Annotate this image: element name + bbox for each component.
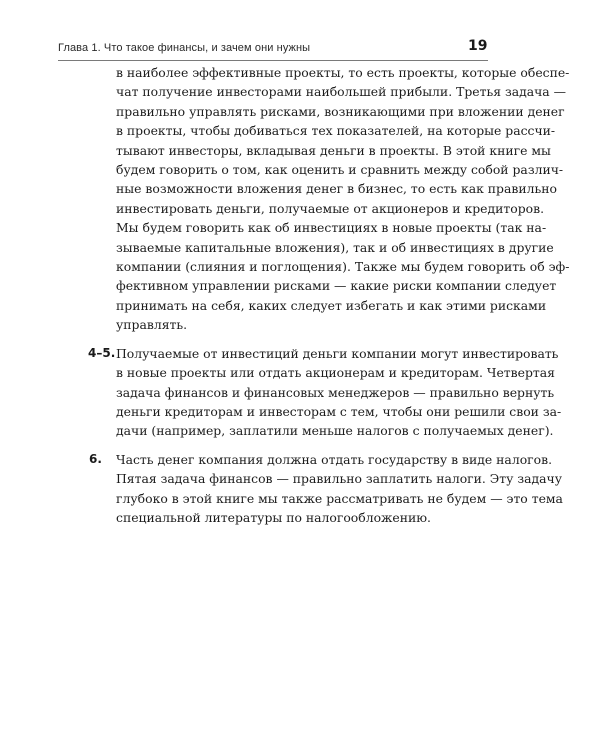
chapter-title: Глава 1. Что такое финансы, и зачем они нужны <box>58 42 311 54</box>
body-text <box>88 63 570 527</box>
item-number: 6. <box>89 451 102 466</box>
text-line: тывают инвесторы, вкладывая деньги в проекты. В этой книге мы <box>116 142 551 158</box>
text-line: Получаемые от инвестиций деньги компании могут инвестировать <box>116 345 559 361</box>
text-line: инвестировать деньги, получаемые от акционеров и кредиторов. <box>116 200 545 216</box>
text-line: в новые проекты или отдать акционерам и кредиторам. Четвертая <box>116 365 555 381</box>
text-line: управлять. <box>116 317 188 333</box>
text-line: чат получение инвесторами наибольшей прибыли. Третья задача — <box>116 84 567 100</box>
list-item-6 <box>89 450 563 528</box>
text-line: ные возможности вложения денег в бизнес, то есть как правильно <box>116 181 557 197</box>
text-line: глубоко в этой книге мы также рассматривать не будем — это тема <box>116 490 563 506</box>
text-line: зываемые капитальные вложения), так и об инвестициях в другие <box>116 239 554 255</box>
text-line: Часть денег компания должна отдать государству в виде налогов. <box>116 451 553 467</box>
text-line: задача финансов и финансовых менеджеров — правильно вернуть <box>116 384 555 400</box>
text-line: Мы будем говорить как об инвестициях в новые проекты (так на- <box>116 220 547 236</box>
page-number: 19 <box>468 38 488 54</box>
text-line: правильно управлять рисками, возникающими при вложении денег <box>116 103 565 119</box>
paragraph-continued <box>116 63 570 335</box>
text-line: в проекты, чтобы добиваться тех показателей, на которые рассчи- <box>116 123 556 139</box>
text-line: деньги кредиторам и инвесторам с тем, чтобы они решили свои за- <box>116 403 562 419</box>
list-item-4-5 <box>88 344 562 441</box>
text-line: принимать на себя, каких следует избегать и как этими рисками <box>116 297 547 313</box>
text-line: компании (слияния и поглощения). Также мы будем говорить об эф- <box>116 259 570 275</box>
running-header <box>58 40 488 61</box>
text-line: дачи (например, заплатили меньше налогов с получаемых денег). <box>116 423 554 439</box>
text-line: в наиболее эффективные проекты, то есть проекты, которые обеспе- <box>116 65 570 80</box>
text-line: будем говорить о том, как оценить и сравнить между собой различ- <box>116 162 564 178</box>
item-number: 4–5. <box>88 345 116 360</box>
text-line: Пятая задача финансов — правильно заплатить налоги. Эту задачу <box>116 471 563 487</box>
text-line: специальной литературы по налогообложению. <box>116 509 431 525</box>
text-line: фективном управлении рисками — какие риски компании следует <box>116 278 557 294</box>
